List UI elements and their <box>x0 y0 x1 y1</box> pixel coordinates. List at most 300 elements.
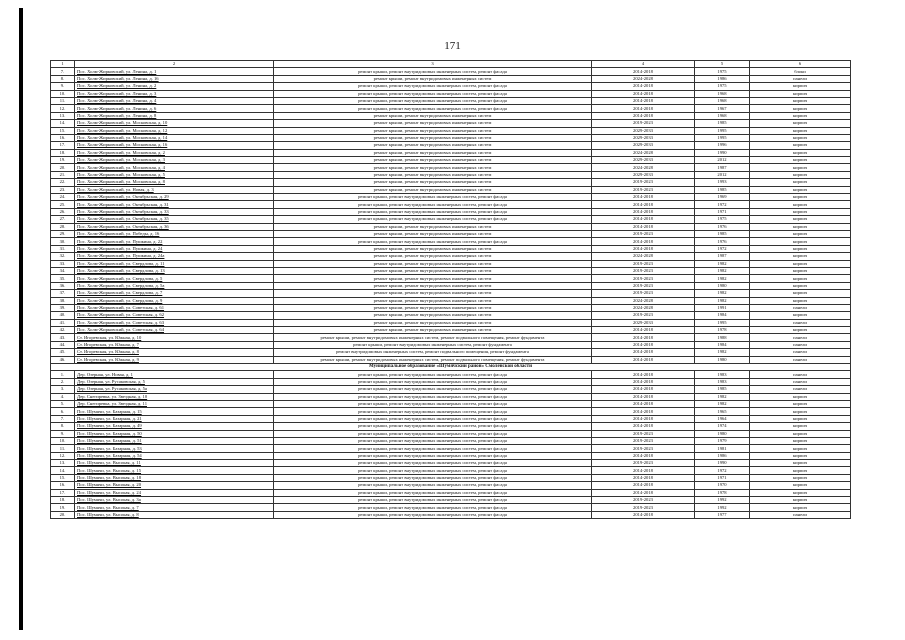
period-cell: 2014-2018 <box>592 105 695 112</box>
header-cell: 3 <box>274 61 592 68</box>
address-cell: Ст. Игоревская, ул. Южная, д. 8 <box>75 349 274 356</box>
year-built-cell: 1995 <box>695 319 750 326</box>
row-number: 23. <box>51 186 75 193</box>
work-type-cell: ремонт крыши, ремонт внутридомовых инженерных систем, ремонт фасада <box>274 430 592 437</box>
work-type-cell: ремонт крыши, ремонт внутридомовых инженерных систем, ремонт фасада <box>274 90 592 97</box>
row-number: 30. <box>51 238 75 245</box>
address-cell: Пос. Шумячи, ул. Высокая, д. 8 <box>75 511 274 518</box>
year-built-cell: 1982 <box>695 297 750 304</box>
row-number: 20. <box>51 511 75 518</box>
year-built-cell: 1964 <box>695 415 750 422</box>
work-type-cell: ремонт крыши, ремонт внутридомовых инженерных систем, ремонт фасада <box>274 83 592 90</box>
address-cell: Ст. Игоревская, ул. Южная, д. 9 <box>75 356 274 363</box>
address-cell: Пос. Шумячи, ул. Высокая, д. 18 <box>75 474 274 481</box>
row-number: 15. <box>51 127 75 134</box>
period-cell: 2014-2018 <box>592 327 695 334</box>
period-cell: 2024-2028 <box>592 149 695 156</box>
wall-material-cell: панели <box>750 356 851 363</box>
year-built-cell: 1995 <box>695 127 750 134</box>
wall-material-cell: кирпич <box>750 201 851 208</box>
wall-material-cell: кирпич <box>750 179 851 186</box>
address-cell: Пос. Холм-Жирковский, ул. Свердлова, д. 5 <box>75 275 274 282</box>
work-type-cell: ремонт крыши, ремонт внутридомовых инженерных систем <box>274 319 592 326</box>
table-row <box>51 297 851 304</box>
row-number: 38. <box>51 297 75 304</box>
address-cell: Пос. Холм-Жирковский, ул. Московская, д. 10 <box>75 120 274 127</box>
address-cell: Дер. Озерная, ул. Новая, д. 1 <box>75 371 274 378</box>
row-number: 12. <box>51 105 75 112</box>
work-type-cell: ремонт крыши, ремонт внутридомовых инженерных систем <box>274 245 592 252</box>
work-type-cell: ремонт крыши, ремонт внутридомовых инженерных систем, ремонт фасада <box>274 400 592 407</box>
row-number: 33. <box>51 260 75 267</box>
header-cell: 5 <box>695 61 750 68</box>
table-row <box>51 223 851 230</box>
work-type-cell: ремонт крыши, ремонт внутридомовых инженерных систем, ремонт фасада <box>274 201 592 208</box>
table-row <box>51 68 851 75</box>
wall-material-cell: кирпич <box>750 408 851 415</box>
work-type-cell: ремонт крыши, ремонт внутридомовых инженерных систем <box>274 304 592 311</box>
year-built-cell: 1993 <box>695 179 750 186</box>
period-cell: 2014-2018 <box>592 415 695 422</box>
table-row <box>51 415 851 422</box>
table-row <box>51 290 851 297</box>
work-type-cell: ремонт крыши, ремонт внутридомовых инженерных систем <box>274 312 592 319</box>
address-cell: Пос. Холм-Жирковский, ул. Ленина, д. 4 <box>75 97 274 104</box>
table-row <box>51 164 851 171</box>
year-built-cell: 1982 <box>695 393 750 400</box>
row-number: 4. <box>51 393 75 400</box>
address-cell: Пос. Шумячи, ул. Высокая, д. 15 <box>75 467 274 474</box>
row-number: 19. <box>51 157 75 164</box>
row-number: 14. <box>51 467 75 474</box>
year-built-cell: 1990 <box>695 149 750 156</box>
year-built-cell: 1985 <box>695 120 750 127</box>
row-number: 8. <box>51 75 75 82</box>
address-cell: Пос. Холм-Жирковский, ул. Свердлова, д. 5а <box>75 282 274 289</box>
table-row <box>51 452 851 459</box>
year-built-cell: 1972 <box>695 467 750 474</box>
period-cell: 2014-2018 <box>592 334 695 341</box>
work-type-cell: ремонт крыши, ремонт внутридомовых инженерных систем, ремонт фасада <box>274 445 592 452</box>
wall-material-cell: кирпич <box>750 297 851 304</box>
table-row <box>51 179 851 186</box>
period-cell: 2019-2023 <box>592 186 695 193</box>
period-cell: 2014-2018 <box>592 489 695 496</box>
year-built-cell: 1970 <box>695 482 750 489</box>
row-number: 8. <box>51 423 75 430</box>
wall-material-cell: кирпич <box>750 290 851 297</box>
year-built-cell: 1980 <box>695 282 750 289</box>
year-built-cell: 1982 <box>695 275 750 282</box>
period-cell: 2014-2018 <box>592 511 695 518</box>
year-built-cell: 1976 <box>695 223 750 230</box>
row-number: 37. <box>51 290 75 297</box>
address-cell: Пос. Холм-Жирковский, ул. Победы, д. 16 <box>75 230 274 237</box>
work-type-cell: ремонт крыши, ремонт внутридомовых инженерных систем, ремонт фасада <box>274 504 592 511</box>
address-cell: Ст. Игоревская, ул. Южная, д. 7 <box>75 341 274 348</box>
period-cell: 2014-2018 <box>592 83 695 90</box>
table-row <box>51 208 851 215</box>
period-cell: 2014-2018 <box>592 245 695 252</box>
period-cell: 2014-2018 <box>592 112 695 119</box>
housing-repair-table <box>50 60 851 519</box>
address-cell: Пос. Холм-Жирковский, ул. Свердлова, д. 11 <box>75 260 274 267</box>
row-number: 24. <box>51 194 75 201</box>
address-cell: Пос. Холм-Жирковский, ул. Советская, д. 64 <box>75 327 274 334</box>
wall-material-cell: кирпич <box>750 452 851 459</box>
year-built-cell: 1987 <box>695 164 750 171</box>
period-cell: 2029-2033 <box>592 171 695 178</box>
work-type-cell: ремонт крыши, ремонт внутридомовых инженерных систем <box>274 134 592 141</box>
wall-material-cell: панели <box>750 386 851 393</box>
wall-material-cell: кирпич <box>750 312 851 319</box>
table-row <box>51 201 851 208</box>
work-type-cell: ремонт крыши, ремонт внутридомовых инженерных систем, ремонт подвального помещения, ремонт фундамента <box>274 356 592 363</box>
address-cell: Ст. Игоревская, ул. Южная, д. 10 <box>75 334 274 341</box>
work-type-cell: ремонт крыши, ремонт внутридомовых инженерных систем <box>274 142 592 149</box>
work-type-cell: ремонт крыши, ремонт внутридомовых инженерных систем <box>274 164 592 171</box>
table-row <box>51 423 851 430</box>
period-cell: 2014-2018 <box>592 349 695 356</box>
period-cell: 2014-2018 <box>592 378 695 385</box>
period-cell: 2029-2033 <box>592 134 695 141</box>
row-number: 11. <box>51 445 75 452</box>
year-built-cell: 1985 <box>695 230 750 237</box>
address-cell: Дер. Озерная, ул. Русаковская, д. 5а <box>75 386 274 393</box>
wall-material-cell: кирпич <box>750 445 851 452</box>
table-row <box>51 253 851 260</box>
year-built-cell: 1987 <box>695 253 750 260</box>
work-type-cell: ремонт крыши, ремонт внутридомовых инженерных систем, ремонт фасада <box>274 489 592 496</box>
table-row <box>51 127 851 134</box>
work-type-cell: ремонт крыши, ремонт внутридомовых инженерных систем, ремонт фасада <box>274 68 592 75</box>
table-row <box>51 267 851 274</box>
address-cell: Пос. Шумячи, ул. Базарная, д. 51 <box>75 437 274 444</box>
year-built-cell: 1995 <box>695 134 750 141</box>
section-heading-row <box>51 364 851 371</box>
period-cell: 2014-2018 <box>592 371 695 378</box>
row-number: 40. <box>51 312 75 319</box>
address-cell: Пос. Холм-Жирковский, ул. Свердлова, д. 9 <box>75 297 274 304</box>
period-cell: 2014-2018 <box>592 97 695 104</box>
page-number: 171 <box>444 40 461 52</box>
year-built-cell: 1981 <box>695 445 750 452</box>
work-type-cell: ремонт крыши, ремонт внутридомовых инженерных систем <box>274 267 592 274</box>
row-number: 36. <box>51 282 75 289</box>
work-type-cell: ремонт крыши, ремонт внутридомовых инженерных систем, ремонт фасада <box>274 460 592 467</box>
work-type-cell: ремонт крыши, ремонт внутридомовых инженерных систем, ремонт фасада <box>274 423 592 430</box>
address-cell: Пос. Холм-Жирковский, ул. Октябрьская, д. 33 <box>75 208 274 215</box>
period-cell: 2014-2018 <box>592 208 695 215</box>
row-number: 13. <box>51 112 75 119</box>
row-number: 16. <box>51 134 75 141</box>
work-type-cell: ремонт крыши, ремонт внутридомовых инженерных систем, ремонт фасада <box>274 482 592 489</box>
row-number: 42. <box>51 327 75 334</box>
wall-material-cell: кирпич <box>750 282 851 289</box>
work-type-cell: ремонт крыши, ремонт внутридомовых инженерных систем <box>274 179 592 186</box>
year-built-cell: 1983 <box>695 378 750 385</box>
row-number: 31. <box>51 245 75 252</box>
table-row <box>51 230 851 237</box>
wall-material-cell: блоки <box>750 68 851 75</box>
address-cell: Пос. Холм-Жирковский, ул. Ленина, д. 8 <box>75 112 274 119</box>
wall-material-cell: кирпич <box>750 112 851 119</box>
wall-material-cell: кирпич <box>750 245 851 252</box>
wall-material-cell: кирпич <box>750 415 851 422</box>
row-number: 35. <box>51 275 75 282</box>
period-cell: 2014-2018 <box>592 393 695 400</box>
address-cell: Пос. Шумячи, ул. Базарная, д. 53 <box>75 445 274 452</box>
period-cell: 2014-2018 <box>592 341 695 348</box>
table-row <box>51 134 851 141</box>
year-built-cell: 1991 <box>695 304 750 311</box>
address-cell: Пос. Холм-Жирковский, ул. Пушкина, д. 24 <box>75 245 274 252</box>
row-number: 1. <box>51 371 75 378</box>
work-type-cell: ремонт крыши, ремонт внутридомовых инженерных систем, ремонт фасада <box>274 408 592 415</box>
year-built-cell: 1988 <box>695 334 750 341</box>
year-built-cell: 1968 <box>695 112 750 119</box>
wall-material-cell: панели <box>750 341 851 348</box>
period-cell: 2014-2018 <box>592 467 695 474</box>
table-row <box>51 334 851 341</box>
row-number: 34. <box>51 267 75 274</box>
address-cell: Пос. Холм-Жирковский, ул. Московская, д. 8 <box>75 179 274 186</box>
table-row <box>51 245 851 252</box>
address-cell: Пос. Холм-Жирковский, ул. Советская, д. 63 <box>75 319 274 326</box>
period-cell: 2019-2023 <box>592 282 695 289</box>
wall-material-cell: панели <box>750 349 851 356</box>
table-row <box>51 142 851 149</box>
address-cell: Пос. Шумячи, ул. Высокая, д. 24 <box>75 489 274 496</box>
row-number: 7. <box>51 415 75 422</box>
row-number: 6. <box>51 408 75 415</box>
period-cell: 2014-2018 <box>592 408 695 415</box>
row-number: 13. <box>51 460 75 467</box>
year-built-cell: 1978 <box>695 327 750 334</box>
address-cell: Пос. Холм-Жирковский, ул. Советская, д. 61 <box>75 304 274 311</box>
period-cell: 2024-2028 <box>592 75 695 82</box>
address-cell: Пос. Холм-Жирковский, ул. Октябрьская, д. 36 <box>75 223 274 230</box>
row-number: 19. <box>51 504 75 511</box>
address-cell: Пос. Шумячи, ул. Высокая, д. 11 <box>75 460 274 467</box>
work-type-cell: ремонт крыши, ремонт внутридомовых инженерных систем <box>274 157 592 164</box>
year-built-cell: 1992 <box>695 504 750 511</box>
row-number: 26. <box>51 208 75 215</box>
row-number: 17. <box>51 489 75 496</box>
work-type-cell: ремонт крыши, ремонт внутридомовых инженерных систем, ремонт фасада <box>274 497 592 504</box>
address-cell: Пос. Холм-Жирковский, ул. Свердлова, д. 7 <box>75 290 274 297</box>
period-cell: 2014-2018 <box>592 216 695 223</box>
year-built-cell: 1985 <box>695 386 750 393</box>
year-built-cell: 1984 <box>695 341 750 348</box>
row-number: 41. <box>51 319 75 326</box>
row-number: 21. <box>51 171 75 178</box>
wall-material-cell: кирпич <box>750 127 851 134</box>
wall-material-cell: панели <box>750 319 851 326</box>
header-cell: 4 <box>592 61 695 68</box>
year-built-cell: 1986 <box>695 75 750 82</box>
row-number: 9. <box>51 83 75 90</box>
table-row <box>51 194 851 201</box>
table-row <box>51 83 851 90</box>
wall-material-cell: кирпич <box>750 430 851 437</box>
period-cell: 2019-2023 <box>592 312 695 319</box>
period-cell: 2014-2018 <box>592 238 695 245</box>
table-row <box>51 489 851 496</box>
period-cell: 2019-2023 <box>592 504 695 511</box>
year-built-cell: 1972 <box>695 201 750 208</box>
address-cell: Пос. Шумячи, ул. Базарная, д. 15 <box>75 408 274 415</box>
wall-material-cell: кирпич <box>750 194 851 201</box>
wall-material-cell: кирпич <box>750 489 851 496</box>
period-cell: 2019-2023 <box>592 267 695 274</box>
address-cell: Пос. Шумячи, ул. Базарная, д. 54 <box>75 452 274 459</box>
wall-material-cell: кирпич <box>750 260 851 267</box>
period-cell: 2029-2033 <box>592 319 695 326</box>
wall-material-cell: панели <box>750 371 851 378</box>
row-number: 22. <box>51 179 75 186</box>
work-type-cell: ремонт крыши, ремонт внутридомовых инженерных систем <box>274 127 592 134</box>
table-row <box>51 341 851 348</box>
work-type-cell: ремонт крыши, ремонт внутридомовых инженерных систем <box>274 223 592 230</box>
row-number: 10. <box>51 90 75 97</box>
work-type-cell: ремонт крыши, ремонт внутридомовых инженерных систем, ремонт фасада <box>274 97 592 104</box>
work-type-cell: ремонт крыши, ремонт внутридомовых инженерных систем, ремонт фасада <box>274 393 592 400</box>
address-cell: Дер. Снегиревка, ул. Звездная, д. 11 <box>75 400 274 407</box>
table-row <box>51 97 851 104</box>
section-title: Муниципальное образование «Шумячский район» Смоленской области <box>51 364 851 371</box>
address-cell: Пос. Холм-Жирковский, ул. Ленина, д. 6 <box>75 105 274 112</box>
address-cell: Пос. Холм-Жирковский, ул. Ленина, д. 1 <box>75 68 274 75</box>
work-type-cell: ремонт крыши, ремонт внутридомовых инженерных систем, ремонт фасада <box>274 371 592 378</box>
row-number: 9. <box>51 430 75 437</box>
table-row <box>51 112 851 119</box>
work-type-cell: ремонт крыши, ремонт внутридомовых инженерных систем, ремонт фасада <box>274 415 592 422</box>
period-cell: 2019-2023 <box>592 230 695 237</box>
table-row <box>51 430 851 437</box>
wall-material-cell: кирпич <box>750 149 851 156</box>
table-row <box>51 437 851 444</box>
wall-material-cell: кирпич <box>750 164 851 171</box>
row-number: 27. <box>51 216 75 223</box>
year-built-cell: 1965 <box>695 408 750 415</box>
year-built-cell: 1971 <box>695 474 750 481</box>
work-type-cell: ремонт крыши, ремонт внутридомовых инженерных систем <box>274 230 592 237</box>
wall-material-cell: кирпич <box>750 423 851 430</box>
table-row <box>51 304 851 311</box>
table-row <box>51 120 851 127</box>
wall-material-cell: кирпич <box>750 120 851 127</box>
period-cell: 2014-2018 <box>592 201 695 208</box>
row-number: 32. <box>51 253 75 260</box>
period-cell: 2019-2023 <box>592 290 695 297</box>
header-cell: 2 <box>75 61 274 68</box>
address-cell: Пос. Шумячи, ул. Базарная, д. 21 <box>75 415 274 422</box>
address-cell: Пос. Холм-Жирковский, ул. Московская, д. 12 <box>75 127 274 134</box>
table-row <box>51 149 851 156</box>
year-built-cell: 1968 <box>695 97 750 104</box>
period-cell: 2024-2028 <box>592 164 695 171</box>
year-built-cell: 1972 <box>695 245 750 252</box>
year-built-cell: 1976 <box>695 238 750 245</box>
scan-edge-bar <box>19 8 23 630</box>
address-cell: Пос. Холм-Жирковский, ул. Ленина, д. 16 <box>75 75 274 82</box>
work-type-cell: ремонт крыши, ремонт внутридомовых инженерных систем, ремонт фасада <box>274 378 592 385</box>
row-number: 45. <box>51 349 75 356</box>
address-cell: Пос. Холм-Жирковский, ул. Свердлова, д. 13 <box>75 267 274 274</box>
table-row <box>51 282 851 289</box>
table-row <box>51 474 851 481</box>
table-row <box>51 349 851 356</box>
year-built-cell: 1996 <box>695 142 750 149</box>
row-number: 14. <box>51 120 75 127</box>
wall-material-cell: кирпич <box>750 208 851 215</box>
period-cell: 2014-2018 <box>592 223 695 230</box>
period-cell: 2019-2023 <box>592 179 695 186</box>
period-cell: 2014-2018 <box>592 194 695 201</box>
work-type-cell: ремонт крыши, ремонт внутридомовых инженерных систем <box>274 282 592 289</box>
wall-material-cell: кирпич <box>750 238 851 245</box>
row-number: 28. <box>51 223 75 230</box>
address-cell: Пос. Холм-Жирковский, ул. Ленина, д. 3 <box>75 90 274 97</box>
work-type-cell: ремонт крыши, ремонт внутридомовых инженерных систем <box>274 112 592 119</box>
row-number: 5. <box>51 400 75 407</box>
work-type-cell: ремонт крыши, ремонт внутридомовых инженерных систем <box>274 171 592 178</box>
address-cell: Пос. Холм-Жирковский, ул. Московская, д. 14 <box>75 134 274 141</box>
address-cell: Пос. Шумячи, ул. Базарная, д. 50 <box>75 430 274 437</box>
period-cell: 2029-2033 <box>592 157 695 164</box>
wall-material-cell: кирпич <box>750 504 851 511</box>
period-cell: 2014-2018 <box>592 68 695 75</box>
wall-material-cell: кирпич <box>750 467 851 474</box>
period-cell: 2024-2028 <box>592 297 695 304</box>
row-number: 7. <box>51 68 75 75</box>
work-type-cell: ремонт крыши, ремонт внутридомовых инженерных систем <box>274 186 592 193</box>
year-built-cell: 1980 <box>695 430 750 437</box>
wall-material-cell: кирпич <box>750 393 851 400</box>
work-type-cell: ремонт крыши, ремонт внутридомовых инженерных систем, ремонт фасада <box>274 208 592 215</box>
year-built-cell: 1968 <box>695 90 750 97</box>
address-cell: Пос. Холм-Жирковский, ул. Московская, д. 2 <box>75 149 274 156</box>
table-row <box>51 327 851 334</box>
address-cell: Пос. Холм-Жирковский, ул. Новая, д. 3 <box>75 186 274 193</box>
wall-material-cell: кирпич <box>750 460 851 467</box>
work-type-cell: ремонт крыши, ремонт внутридомовых инженерных систем, ремонт фасада <box>274 452 592 459</box>
work-type-cell: ремонт крыши, ремонт внутридомовых инженерных систем, ремонт фасада <box>274 467 592 474</box>
table-row <box>51 371 851 378</box>
period-cell: 2024-2028 <box>592 253 695 260</box>
wall-material-cell: кирпич <box>750 327 851 334</box>
year-built-cell: 1975 <box>695 216 750 223</box>
wall-material-cell: кирпич <box>750 105 851 112</box>
period-cell: 2024-2028 <box>592 304 695 311</box>
work-type-cell: ремонт крыши, ремонт внутридомовых инженерных систем, ремонт фасада <box>274 216 592 223</box>
header-cell: 6 <box>750 61 851 68</box>
table-row <box>51 460 851 467</box>
row-number: 11. <box>51 97 75 104</box>
period-cell: 2014-2018 <box>592 423 695 430</box>
work-type-cell: ремонт крыши, ремонт внутридомовых инженерных систем <box>274 290 592 297</box>
year-built-cell: 1978 <box>695 489 750 496</box>
table-row <box>51 445 851 452</box>
period-cell: 2019-2023 <box>592 445 695 452</box>
address-cell: Пос. Холм-Жирковский, ул. Московская, д. 3 <box>75 157 274 164</box>
address-cell: Пос. Холм-Жирковский, ул. Ленина, д. 2 <box>75 83 274 90</box>
wall-material-cell: кирпич <box>750 223 851 230</box>
address-cell: Пос. Шумячи, ул. Высокая, д. 20 <box>75 482 274 489</box>
row-number: 18. <box>51 497 75 504</box>
work-type-cell: ремонт крыши, ремонт внутридомовых инженерных систем <box>274 297 592 304</box>
